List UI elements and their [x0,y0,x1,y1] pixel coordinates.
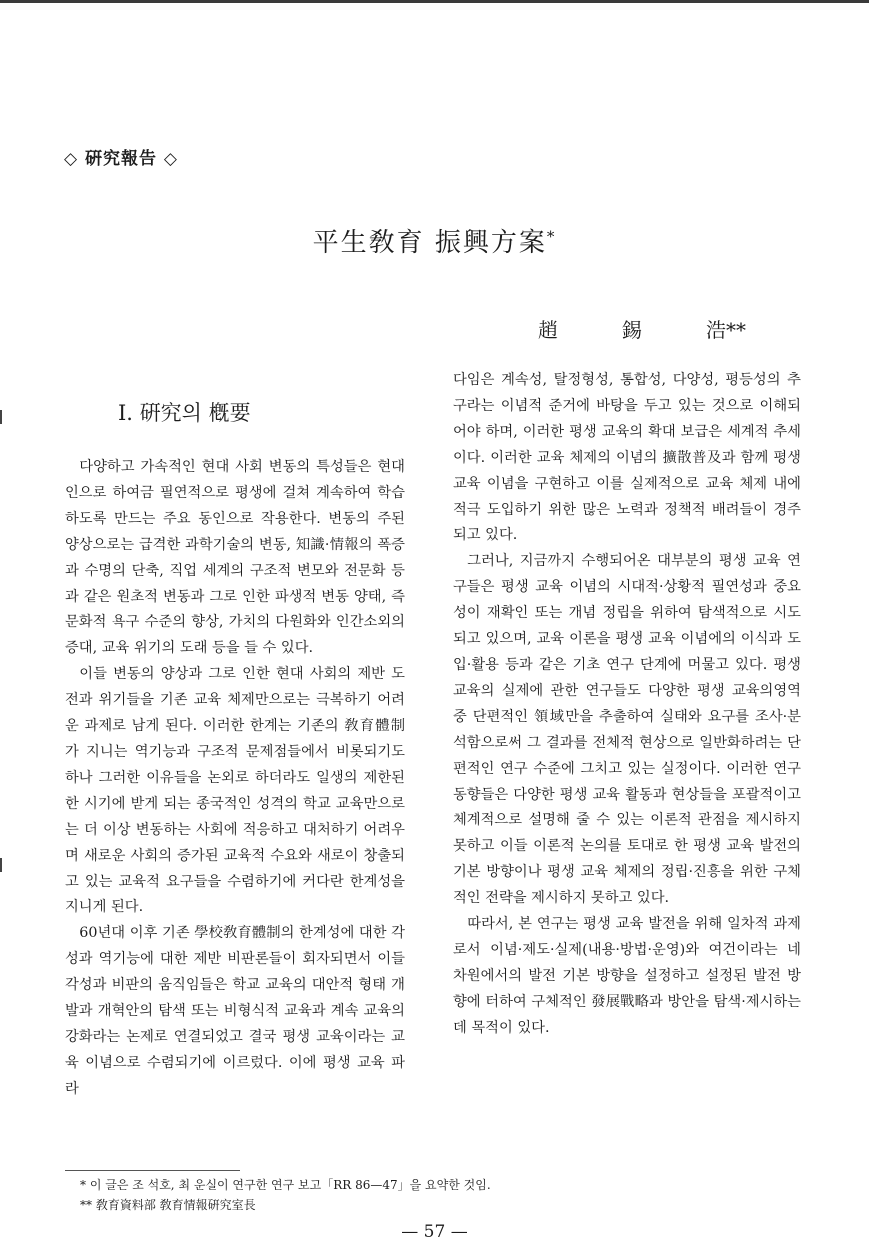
author-name-char: 錫 [622,318,642,342]
section-label: ◇ 硏究報告 ◇ [64,149,178,169]
paragraph: 그러나, 지금까지 수행되어온 대부분의 평생 교육 연구들은 평생 교육 이념의 시대적·상황적 필연성과 중요성이 재확인 또는 개념 정립을 위하여 탐색적으로 시도되고 있으며, 교육 이론을 평생 교육 이념에의 이식과 도입·활용 등과 같은 기초 연구 단계에 머물고 있다. 평생 교육의 실제에 관한 연구들도 다양한 평생 교육의영역 중 단편적인 領域만을 추출하여 실태와 요구를 조사·분석함으로써 그 결과를 전체적 현상으로 일반화하려는 단편적인 연구 수준에 그치고 있는 실정이다. 이러한 연구 동향들은 다양한 평생 교육 활동과 현상들을 포괄적이고 체계적으로 설명해 줄 수 있는 이론적 관점을 제시하지 못하고 이들 이론적 논의를 토대로 한 평생 교육 발전의 기본 방향이나 평생 교육 체제의 정립·진흥을 위한 구체적인 전략을 제시하지 못하고 있다. [453,553,801,907]
paragraph: 따라서, 본 연구는 평생 교육 발전을 위해 일차적 과제로서 이념·제도·실제(내용·방법·운영)와 여건이라는 네 차원에서의 발전 기본 방향을 설정하고 설정된 발전 방향에 터하여 구체적인 發展戰略과 방안을 탐색·제시하는 데 목적이 있다. [453,916,801,1036]
author-name-char [706,314,746,343]
section-heading: Ⅰ. 硏究의 槪要 [118,401,251,425]
right-column [453,368,801,1042]
footnote: ** 敎育資料部 敎育情報硏究室長 [80,1198,256,1212]
margin-mark [0,858,2,872]
paragraph: 60년대 이후 기존 學校敎育體制의 한계성에 대한 각성과 역기능에 대한 제반 비판론들이 회자되면서 이들 각성과 비판의 움직임들은 학교 교육의 대안적 형태 개발과 개혁안의 탐색 또는 비형식적 교육과 계속 교육의 강화라는 논제로 연결되었고 결국 평생 교육이라는 교육 이념으로 수렴되기에 이르렀다. 이에 평생 교육 파라 [65,925,405,1097]
title-text: 平生敎育 振興方案 [312,228,547,258]
footnote-rule [65,1170,240,1171]
paragraph: 다양하고 가속적인 현대 사회 변동의 특성들은 현대인으로 하여금 필연적으로 평생에 걸쳐 계속하여 학습하도록 만드는 주요 동인으로 작용한다. 변동의 주된 양상으로는 급격한 과학기술의 변동, 知識·情報의 폭증과 수명의 단축, 직업 세계의 구조적 변모와 전문화 등과 같은 원초적 변동과 그로 인한 파생적 변동 양태, 즉 문화적 욕구 수준의 향상, 가치의 다원화와 인간소외의 증대, 교육 위기의 도래 등을 들 수 있다. [65,459,405,657]
author-footnote-mark: ** [726,318,746,342]
article-title [0,222,869,259]
paragraph: 이들 변동의 양상과 그로 인한 현대 사회의 제반 도전과 위기들을 기존 교육 체제만으로는 극복하기 어려운 과제로 남게 된다. 이러한 한계는 기존의 敎育體制가 지니는 역기능과 구조적 문제점들에서 비롯되기도 하나 그러한 이유들을 논외로 하더라도 일생의 제한된 한 시기에 받게 되는 종국적인 성격의 학교 교육만으로는 더 이상 변동하는 사회에 적응하고 대처하기 어려우며 새로운 사회의 증가된 교육적 수요와 새로이 창출되고 있는 교육적 요구들을 수렴하기에 커다란 한계성을 지니게 된다. [65,666,405,916]
title-footnote-mark: * [546,227,557,246]
top-border-rule [0,0,869,3]
author-name-char: 趙 [538,318,558,342]
paragraph: 다임은 계속성, 탈정형성, 통합성, 다양성, 평등성의 추구라는 이념적 준거에 바탕을 두고 있는 것으로 이해되어야 하며, 이러한 평생 교육의 확대 보급은 세계적 추세이다. 이러한 교육 체제의 이념의 擴散普及과 함께 평생 교육 이념을 구현하고 이를 실제적으로 교육 체제 내에 적극 도입하기 위한 많은 노력과 정책적 배려들이 경주되고 있다. [453,372,801,544]
author-name-char-text: 浩 [706,318,726,342]
page-number: — 57 — [401,1222,468,1242]
margin-mark [0,410,2,424]
footnote: * 이 글은 조 석호, 최 운실이 연구한 연구 보고「RR 86—47」을 요약한 것임. [80,1178,491,1192]
left-column [65,455,405,1103]
